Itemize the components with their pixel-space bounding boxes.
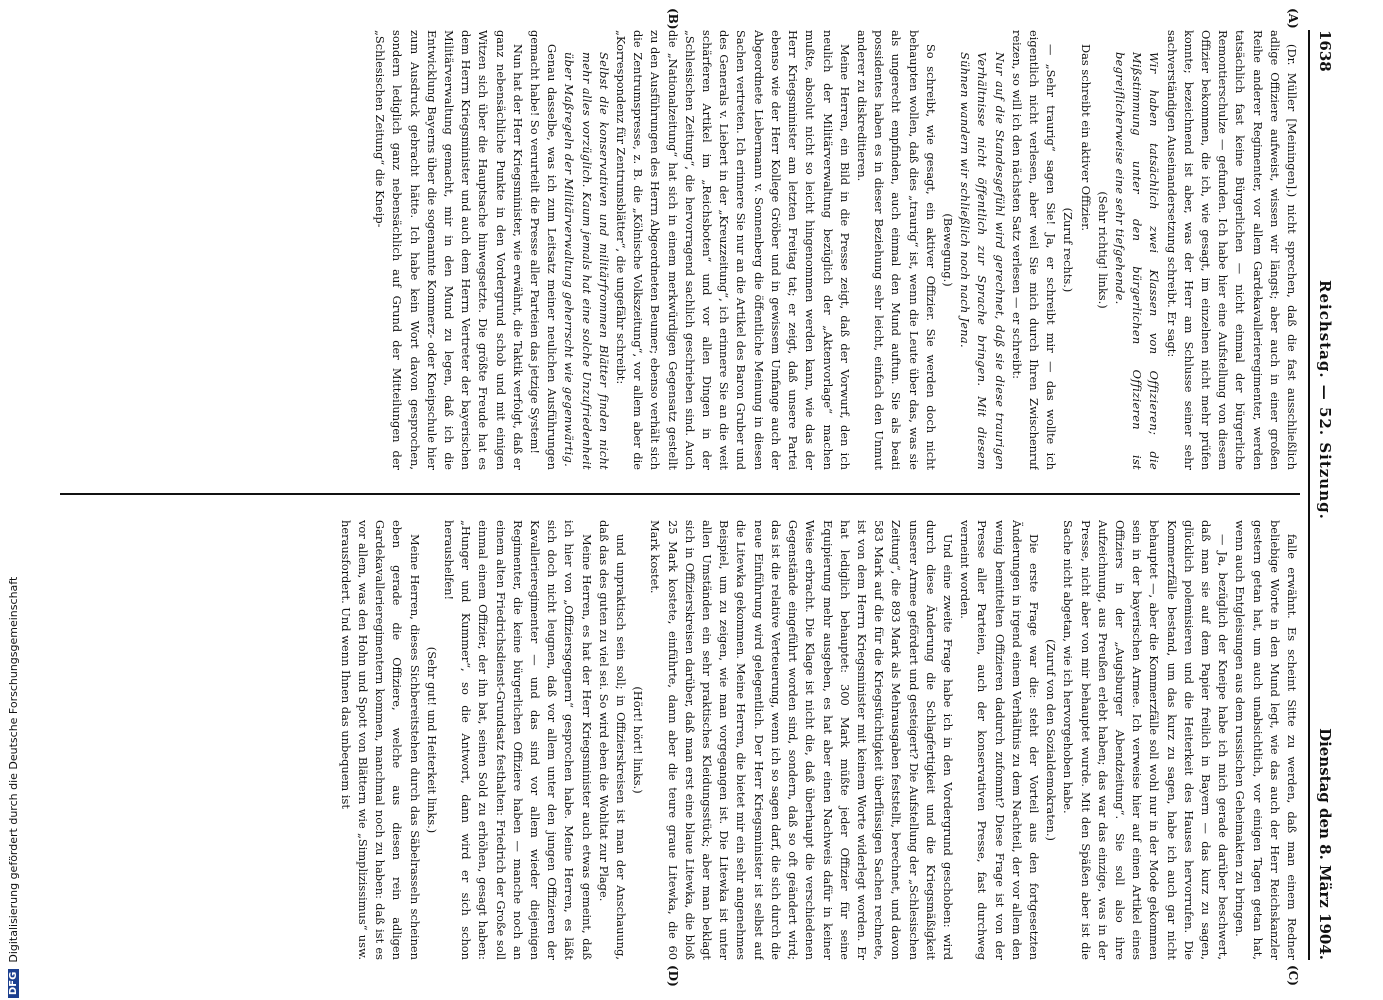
stage-direction: (Zuruf von den Sozialdemokraten.) [1044,639,1059,841]
quoted-passage: Wir haben tatsächlich zwei Klassen von Offizieren; die Mißstimmung unter den bürgerlichen Offizieren ist begreiflicherweise eine sehr tiefgehende. [1112,52,1162,470]
stage-direction: (Sehr richtig! links.) [1095,191,1110,309]
paragraph: — „Sehr traurig“ sagen Sie! Ja, er schreibt mir — das wollte ich eigentlich nicht verlesen, aber weil Sie mich durch Ihren Zwischenruf reizen, so will ich den nächsten Satz verlesen — er schreibt: [1009,30,1059,470]
margin-marker-b: (B) [666,8,680,30]
rotated-page [50,8,1340,987]
paragraph: So schreibt, wie gesagt, ein aktiver Offizier. Sie werden doch nicht behaupten wollen, daß dies „traurig“ ist, wenn die Leute über das, was sie als ungerecht empfinden, auch einmal den Mund auftun. Sie als beati possidentes haben es in dieser Beziehung sehr leicht, einfach den Unmut anderer zu diskreditieren. [854,30,938,470]
margin-marker-c: (C) [1286,965,1300,986]
paragraph: Die erste Frage war die: steht der Vorteil aus den fortgesetzten Änderungen in irgend einem Verhältnis zu dem Nachteil, der vor allem den wenig bemittelten Offizieren dadurch zufommt? Diese Frage ist von der Presse aller Parteien, auch der konservativen Presse, fast durchweg verneint worden. [958,520,1041,960]
column-divider [60,493,1300,495]
quoted-passage: Selbst die konservativen und militärfrommen Blätter finden nicht mehr alles vorzüglich. Kaum jemals hat eine solche Unzufriedenheit über Maßregeln der Militärverwaltung geherrscht wie gegenwärtig. [562,52,611,470]
paragraph: Das schreibt ein aktiver Offizier. [1078,44,1093,232]
paragraph: Meine Herren, es hat der Herr Kriegsminister auch etwas gemeint, daß ich hier von „Offiziersgegnern“ gesprochen habe. Meine Herren, es läßt sich doch nicht leugnen, daß vor allem unter den jungen Offizieren der Kavallerieregimenter — und das sind vor allem wieder diejenigen Regimenter, die keine bürgerlichen Offiziere haben — manche noch an einem alten Friedrichsdienst-Grundsatz festhalten: Friedrich der Große soll einmal einem Offizier, der ihn bat, seinen Sold zu erhöhen, gesagt haben: „Hunger und Kummer“, so die Antwort, dann wird er sich schon heraushelfen! [442,520,594,960]
paragraph: Und eine zweite Frage habe ich in den Vordergrund geschoben: wird durch diese Änderung die Schlagfertigkeit und die Kriegsmäßigkeit unserer Armee gefördert und gesteigert? Die Aufstellung der „Schlesischen Zeitung“, die 893 Mark als Mehrausgaben feststellt, berechnet, und davon 583 Mark auf die für die Kriegstüchtigkeit überflüssigen Sachen rechnete, ist von dem Herrn Kriegsminister mit keinem Worte widerlegt worden. Er hat lediglich behauptet: 300 Mark müßte jeder Offizier für seine Equipierung mehr ausgeben, es hat aber einen Nachweis dafür in keiner Weise erbracht. Die Klage ist nicht die, daß überhaupt die verschiedenen Gegenstände eingeführt worden sind, sondern, daß so oft geändert wird; das ist die relative Verteuerung, wenn ich so sagen darf, die sich durch die neue Einführung wird gelegentlich. Der Herr Kriegsminister ist selbst auf die Litewka gekommen. Meine Herren, die bietet mir ein sehr angenehmes Beispiel, um zu zeigen, wie man vorgegangen ist. Die Litewka ist unter allen Umständen ein sehr praktisches Kleidungsstück; aber man beklagt sich in Offizierskreisen darüber, daß man erst eine blaue Litewka, die bloß 25 Mark kostete, einführte, dann aber die teure graue Litewka, die 60 Mark kostet. [648,520,955,960]
paragraph: Meine Herren, dieses Sichbereitstehen durch das Säbelrasseln scheinen eben gerade die Offiziere, welche aus diesen rein adligen Gardekavallerieregimentern kommen, manchmal noch zu haben: daß ist es vor allem, was den Hohn und Spott von Blättern wie „Simplizissimus“ usw. herausfordert. Und wenn Ihnen das unbequem ist [338,520,422,960]
margin-marker-a: (A) [1286,8,1300,29]
stage-direction: (Bewegung.) [940,213,955,287]
paragraph: falle erwähnt. Es scheint Sitte zu werden, daß man einem Redner beliebige Worte in den Mund legt, wie das auch der Herr Reichskanzler gestern getan hat, um auch unabsichtlich, vor einigen Tagen getan hat, wenn auch Entgleisungen aus dem russischen Geheimakten zu bringen. [1233,520,1299,960]
dfg-logo: DFG [8,969,19,998]
paragraph: — Ja, bezüglich der Kneipe habe ich mich gerade darüber beschwert, daß man sie auf dem Papier freilich in Bayern — das kurz zu sagen, glücklich polemisieren und die Heiterkeit des Hauses hervorrufen. Die Kommerzfälle bestand, um das kurz zu sagen, habe ich auch gar nicht behauptet —, aber die Kommerzfälle soll wohl nur in der Mode gekommen sein in der bayerischen Armee. Ich verweise hier auf einen Artikel eines Offiziers in der „Augsburger Abendzeitung“. Sie soll also ihre Aufzeichnung, aus Preußen erlebt haben; das war das einzige, was in der Presse, nicht aber von mir behauptet wurde. Mit den Späßen aber ist die Sache nicht abgetan, wie ich hervorgehoben habe. [1061,520,1231,960]
right-text-column [55,520,1300,960]
paragraph: (Dr. Müller [Meiningen].) nicht sprechen, daß die fast ausschließlich adlige Offiziere aufweist, wissen wir längst; aber auch in einer großen Reihe anderer Regimenter, vor allem Gardekavallerieregimenter, werden tatsächlich fast keine Bürgerlichen — nicht einmal der bürgerliche Remontierschulze — gefunden. Ich habe hier eine Aufstellung von diesem Offizier bekommen, die ich, wie gesagt, im einzelnen nicht mehr prüfen konnte; bezeichnend ist aber, was der Herr am Schlusse seiner sehr sachverständigen Auseinandersetzung schreibt. Er sagt: [1164,30,1299,470]
left-text-column [55,30,1300,470]
paragraph: Genau dasselbe, was ich zum Leitsatz meiner neulichen Ausführungen gemacht habe! So verurteilt die Presse aller Parteien das jetzige System! [528,30,560,470]
paragraph: Nun hat der Herr Kriegsminister, wie erwähnt, die Taktik verfolgt, daß er ganz nebensächliche Punkte in den Vordergrund schob und mit einigen Witzen sich über die Hauptsache hinwegsetzte. Die größte Freude hat es dem Herrn Kriegsminister und auch dem Herrn Vertreter der bayerischen Militärverwaltung gemacht, mir in den Mund zu legen, daß ich die Entwicklung Bayerns über die sogenannte Kommerz- oder Kneipschule hier zum Ausdruck gebracht hätte. Ich habe kein Wort davon gesprochen, sondern lediglich ganz nebensächlich auf Grund der Mitteilungen der „Schlesischen Zeitung“ die Kneip- [373,30,525,470]
paragraph: und unpraktisch sein soll; in Offizierskreisen ist man der Anschauung, daß das des guten zu viel sei. So wird eben die Wohltat zur Plage. [596,520,629,960]
stage-direction: (Sehr gut! und Heiterkeit links.) [424,646,439,834]
session-title: Reichstag. — 52. Sitzung. [1316,280,1334,520]
page-footer [3,577,23,998]
stage-direction: (Zuruf rechts.) [1061,207,1076,293]
margin-marker-d: (D) [666,965,680,987]
page-header [1308,30,1340,960]
page-number: 1638 [1316,30,1334,72]
stage-direction: (Hört! hört! links.) [631,686,646,794]
session-date: Dienstag den 8. März 1904. [1316,728,1334,960]
footer-text: Digitalisierung gefördert durch die Deutsche Forschungsgemeinschaft [6,576,20,963]
paragraph: Meine Herren, ein Bild in die Presse zeigt, daß der Vorwurf, den ich neulich der Militärverwaltung bezüglich der „Aktenvorlage“ machen mußte, absolut nicht so leicht hingenommen werden kann, wie das der Herr Kriegsminister am letzten Freitag tat; er zeigt, daß unsere Partei ebenso wie der Herr Kollege Gröber und in gewissem Umfange auch der Abgeordnete Liebermann v. Sonnenberg die öffentliche Meinung in diesen Sachen vertreten. Ich erinnere Sie nur an die Artikel des Baron Gruber und des Generals v. Liebert in der „Kreuzzeitung“, ich erinnere Sie an die weit schärferen Artikel im „Reichsboten“ und vor allen Dingen in der „Schlesischen Zeitung“, die hervorragend sachlich geschrieben sind. Auch die „Nationalzeitung“ hat sich in einem merkwürdigen Gegensatz gestellt zu den Ausführungen des Herrn Abgeordneten Beumer; ebenso verhält sich die Zentrumspresse, z. B. die „Kölnische Volkszeitung“, vor allem aber die „Korrespondenz für Zentrumsblätter“, die ungefähr schreibt: [614,30,852,470]
quoted-passage: Nur auf die Standesgefühl wird gerechnet, daß sie diese traurigen Verhältnisse nicht öffentlich zur Sprache bringen. Mit diesem Sühnen wandern wir schließlich noch nach Jena. [958,52,1007,470]
